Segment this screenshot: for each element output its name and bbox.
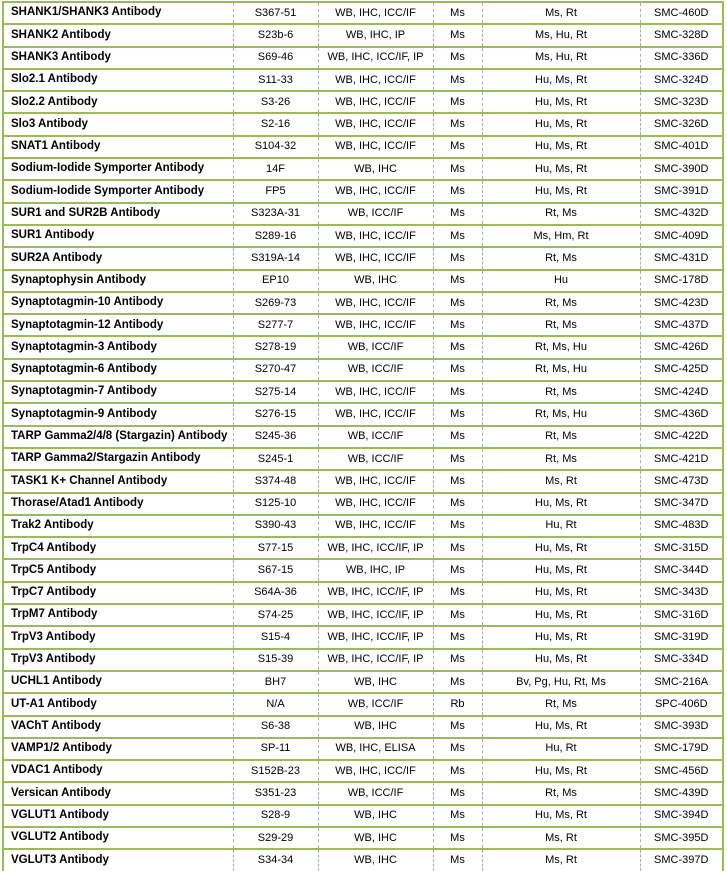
antibody-table-body <box>3 2 723 871</box>
table-row <box>3 805 723 827</box>
host-species-cell: Ms <box>433 760 482 782</box>
antibody-name-cell: TARP Gamma2/Stargazin Antibody <box>3 448 233 470</box>
table-row <box>3 136 723 158</box>
table-row <box>3 225 723 247</box>
host-species-cell: Ms <box>433 2 482 24</box>
clone-cell: S11-33 <box>233 69 318 91</box>
antibody-name-cell: UCHL1 Antibody <box>3 671 233 693</box>
clone-cell: S104-32 <box>233 136 318 158</box>
table-row <box>3 314 723 336</box>
table-row <box>3 760 723 782</box>
catalog-number-cell: SMC-409D <box>640 225 723 247</box>
catalog-number-cell: SMC-336D <box>640 47 723 69</box>
catalog-number-cell: SMC-393D <box>640 716 723 738</box>
antibody-name-cell: VGLUT3 Antibody <box>3 849 233 871</box>
table-row <box>3 649 723 671</box>
table-row <box>3 2 723 24</box>
applications-cell: WB, IHC, ICC/IF <box>318 247 433 269</box>
table-row <box>3 113 723 135</box>
applications-cell: WB, IHC, ICC/IF, IP <box>318 582 433 604</box>
antibody-name-cell: SHANK1/SHANK3 Antibody <box>3 2 233 24</box>
catalog-number-cell: SMC-456D <box>640 760 723 782</box>
host-species-cell: Ms <box>433 69 482 91</box>
catalog-number-cell: SMC-401D <box>640 136 723 158</box>
host-species-cell: Ms <box>433 47 482 69</box>
catalog-number-cell: SMC-425D <box>640 359 723 381</box>
reactivity-cell: Hu, Ms, Rt <box>482 136 640 158</box>
clone-cell: S270-47 <box>233 359 318 381</box>
host-species-cell: Ms <box>433 136 482 158</box>
reactivity-cell: Ms, Rt <box>482 2 640 24</box>
clone-cell: S276-15 <box>233 403 318 425</box>
antibody-name-cell: TrpC7 Antibody <box>3 582 233 604</box>
clone-cell: S367-51 <box>233 2 318 24</box>
antibody-name-cell: SNAT1 Antibody <box>3 136 233 158</box>
applications-cell: WB, IHC, ICC/IF <box>318 113 433 135</box>
clone-cell: S69-46 <box>233 47 318 69</box>
antibody-name-cell: Synaptotagmin-6 Antibody <box>3 359 233 381</box>
clone-cell: N/A <box>233 693 318 715</box>
table-row <box>3 47 723 69</box>
reactivity-cell: Rt, Ms <box>482 381 640 403</box>
antibody-name-cell: TrpC4 Antibody <box>3 537 233 559</box>
host-species-cell: Ms <box>433 270 482 292</box>
applications-cell: WB, IHC, ICC/IF, IP <box>318 604 433 626</box>
host-species-cell: Ms <box>433 515 482 537</box>
table-row <box>3 626 723 648</box>
table-row <box>3 403 723 425</box>
table-row <box>3 604 723 626</box>
applications-cell: WB, IHC <box>318 849 433 871</box>
applications-cell: WB, IHC, ICC/IF <box>318 180 433 202</box>
host-species-cell: Rb <box>433 693 482 715</box>
antibody-name-cell: Synaptophysin Antibody <box>3 270 233 292</box>
reactivity-cell: Rt, Ms, Hu <box>482 359 640 381</box>
clone-cell: S28-9 <box>233 805 318 827</box>
host-species-cell: Ms <box>433 247 482 269</box>
catalog-number-cell: SMC-424D <box>640 381 723 403</box>
applications-cell: WB, ICC/IF <box>318 448 433 470</box>
catalog-number-cell: SPC-406D <box>640 693 723 715</box>
applications-cell: WB, IHC, ICC/IF <box>318 760 433 782</box>
clone-cell: S152B-23 <box>233 760 318 782</box>
applications-cell: WB, IHC, ICC/IF <box>318 314 433 336</box>
clone-cell: S74-25 <box>233 604 318 626</box>
antibody-name-cell: SUR1 Antibody <box>3 225 233 247</box>
table-row <box>3 247 723 269</box>
clone-cell: S77-15 <box>233 537 318 559</box>
table-row <box>3 470 723 492</box>
antibody-name-cell: TrpV3 Antibody <box>3 649 233 671</box>
catalog-number-cell: SMC-326D <box>640 113 723 135</box>
reactivity-cell: Hu, Ms, Rt <box>482 716 640 738</box>
host-species-cell: Ms <box>433 849 482 871</box>
host-species-cell: Ms <box>433 671 482 693</box>
catalog-number-cell: SMC-431D <box>640 247 723 269</box>
table-row <box>3 270 723 292</box>
table-row <box>3 849 723 871</box>
table-row <box>3 381 723 403</box>
host-species-cell: Ms <box>433 738 482 760</box>
applications-cell: WB, IHC, ICC/IF <box>318 381 433 403</box>
reactivity-cell: Ms, Rt <box>482 849 640 871</box>
reactivity-cell: Hu, Ms, Rt <box>482 626 640 648</box>
reactivity-cell: Ms, Hu, Rt <box>482 24 640 46</box>
applications-cell: WB, IHC <box>318 671 433 693</box>
reactivity-cell: Hu, Ms, Rt <box>482 537 640 559</box>
reactivity-cell: Hu, Ms, Rt <box>482 604 640 626</box>
reactivity-cell: Hu, Rt <box>482 515 640 537</box>
antibody-name-cell: SHANK2 Antibody <box>3 24 233 46</box>
applications-cell: WB, IHC, ICC/IF <box>318 225 433 247</box>
applications-cell: WB, IHC, ICC/IF <box>318 136 433 158</box>
applications-cell: WB, ICC/IF <box>318 336 433 358</box>
host-species-cell: Ms <box>433 113 482 135</box>
host-species-cell: Ms <box>433 180 482 202</box>
catalog-number-cell: SMC-334D <box>640 649 723 671</box>
applications-cell: WB, IHC, ICC/IF, IP <box>318 626 433 648</box>
catalog-number-cell: SMC-483D <box>640 515 723 537</box>
host-species-cell: Ms <box>433 359 482 381</box>
reactivity-cell: Rt, Ms, Hu <box>482 403 640 425</box>
catalog-number-cell: SMC-347D <box>640 493 723 515</box>
clone-cell: EP10 <box>233 270 318 292</box>
clone-cell: S374-48 <box>233 470 318 492</box>
clone-cell: S2-16 <box>233 113 318 135</box>
antibody-name-cell: Slo2.2 Antibody <box>3 91 233 113</box>
antibody-name-cell: UT-A1 Antibody <box>3 693 233 715</box>
reactivity-cell: Hu, Ms, Rt <box>482 760 640 782</box>
antibody-name-cell: TrpV3 Antibody <box>3 626 233 648</box>
applications-cell: WB, ICC/IF <box>318 203 433 225</box>
applications-cell: WB, IHC <box>318 805 433 827</box>
antibody-name-cell: VAChT Antibody <box>3 716 233 738</box>
table-row <box>3 582 723 604</box>
antibody-name-cell: SUR2A Antibody <box>3 247 233 269</box>
applications-cell: WB, IHC, ICC/IF <box>318 493 433 515</box>
applications-cell: WB, IHC, ICC/IF <box>318 91 433 113</box>
host-species-cell: Ms <box>433 827 482 849</box>
table-row <box>3 292 723 314</box>
catalog-number-cell: SMC-426D <box>640 336 723 358</box>
catalog-number-cell: SMC-423D <box>640 292 723 314</box>
catalog-number-cell: SMC-397D <box>640 849 723 871</box>
applications-cell: WB, ICC/IF <box>318 426 433 448</box>
reactivity-cell: Hu, Ms, Rt <box>482 158 640 180</box>
applications-cell: WB, IHC, ICC/IF <box>318 470 433 492</box>
antibody-name-cell: TARP Gamma2/4/8 (Stargazin) Antibody <box>3 426 233 448</box>
host-species-cell: Ms <box>433 604 482 626</box>
clone-cell: S3-26 <box>233 91 318 113</box>
reactivity-cell: Hu, Ms, Rt <box>482 180 640 202</box>
applications-cell: WB, IHC, ICC/IF <box>318 403 433 425</box>
host-species-cell: Ms <box>433 336 482 358</box>
catalog-number-cell: SMC-328D <box>640 24 723 46</box>
antibody-name-cell: TASK1 K+ Channel Antibody <box>3 470 233 492</box>
applications-cell: WB, ICC/IF <box>318 359 433 381</box>
applications-cell: WB, IHC, IP <box>318 24 433 46</box>
host-species-cell: Ms <box>433 91 482 113</box>
table-row <box>3 203 723 225</box>
catalog-number-cell: SMC-324D <box>640 69 723 91</box>
catalog-number-cell: SMC-316D <box>640 604 723 626</box>
reactivity-cell: Rt, Ms <box>482 247 640 269</box>
clone-cell: S278-19 <box>233 336 318 358</box>
table-row <box>3 738 723 760</box>
clone-cell: S277-7 <box>233 314 318 336</box>
table-row <box>3 336 723 358</box>
host-species-cell: Ms <box>433 448 482 470</box>
catalog-number-cell: SMC-460D <box>640 2 723 24</box>
table-row <box>3 448 723 470</box>
catalog-number-cell: SMC-437D <box>640 314 723 336</box>
reactivity-cell: Rt, Ms <box>482 426 640 448</box>
table-row <box>3 827 723 849</box>
catalog-number-cell: SMC-439D <box>640 782 723 804</box>
table-row <box>3 693 723 715</box>
reactivity-cell: Rt, Ms <box>482 782 640 804</box>
catalog-number-cell: SMC-432D <box>640 203 723 225</box>
clone-cell: S390-43 <box>233 515 318 537</box>
clone-cell: S125-10 <box>233 493 318 515</box>
antibody-name-cell: Synaptotagmin-3 Antibody <box>3 336 233 358</box>
antibody-name-cell: Versican Antibody <box>3 782 233 804</box>
antibody-name-cell: Synaptotagmin-12 Antibody <box>3 314 233 336</box>
reactivity-cell: Rt, Ms <box>482 693 640 715</box>
applications-cell: WB, IHC <box>318 716 433 738</box>
host-species-cell: Ms <box>433 426 482 448</box>
antibody-name-cell: Thorase/Atad1 Antibody <box>3 493 233 515</box>
table-row <box>3 671 723 693</box>
clone-cell: S319A-14 <box>233 247 318 269</box>
catalog-number-cell: SMC-395D <box>640 827 723 849</box>
reactivity-cell: Hu, Ms, Rt <box>482 559 640 581</box>
catalog-number-cell: SMC-390D <box>640 158 723 180</box>
catalog-number-cell: SMC-216A <box>640 671 723 693</box>
host-species-cell: Ms <box>433 225 482 247</box>
clone-cell: SP-11 <box>233 738 318 760</box>
host-species-cell: Ms <box>433 626 482 648</box>
table-row <box>3 493 723 515</box>
table-row <box>3 359 723 381</box>
applications-cell: WB, IHC, ICC/IF <box>318 2 433 24</box>
antibody-name-cell: Synaptotagmin-10 Antibody <box>3 292 233 314</box>
clone-cell: S23b-6 <box>233 24 318 46</box>
table-row <box>3 158 723 180</box>
applications-cell: WB, IHC, ICC/IF, IP <box>318 47 433 69</box>
antibody-name-cell: Synaptotagmin-9 Antibody <box>3 403 233 425</box>
table-row <box>3 91 723 113</box>
antibody-name-cell: TrpC5 Antibody <box>3 559 233 581</box>
reactivity-cell: Bv, Pg, Hu, Rt, Ms <box>482 671 640 693</box>
table-row <box>3 716 723 738</box>
host-species-cell: Ms <box>433 559 482 581</box>
clone-cell: S15-39 <box>233 649 318 671</box>
antibody-name-cell: Slo2.1 Antibody <box>3 69 233 91</box>
antibody-name-cell: Sodium-Iodide Symporter Antibody <box>3 158 233 180</box>
reactivity-cell: Hu, Ms, Rt <box>482 493 640 515</box>
reactivity-cell: Rt, Ms, Hu <box>482 336 640 358</box>
table-row <box>3 782 723 804</box>
table-row <box>3 515 723 537</box>
reactivity-cell: Rt, Ms <box>482 203 640 225</box>
applications-cell: WB, ICC/IF <box>318 782 433 804</box>
host-species-cell: Ms <box>433 805 482 827</box>
reactivity-cell: Hu, Ms, Rt <box>482 69 640 91</box>
host-species-cell: Ms <box>433 782 482 804</box>
reactivity-cell: Ms, Hu, Rt <box>482 47 640 69</box>
host-species-cell: Ms <box>433 314 482 336</box>
antibody-name-cell: Sodium-Iodide Symporter Antibody <box>3 180 233 202</box>
host-species-cell: Ms <box>433 292 482 314</box>
clone-cell: S67-15 <box>233 559 318 581</box>
reactivity-cell: Rt, Ms <box>482 292 640 314</box>
clone-cell: S269-73 <box>233 292 318 314</box>
catalog-number-cell: SMC-319D <box>640 626 723 648</box>
table-row <box>3 426 723 448</box>
table-row <box>3 537 723 559</box>
antibody-name-cell: TrpM7 Antibody <box>3 604 233 626</box>
antibody-name-cell: VAMP1/2 Antibody <box>3 738 233 760</box>
reactivity-cell: Ms, Rt <box>482 827 640 849</box>
clone-cell: 14F <box>233 158 318 180</box>
applications-cell: WB, IHC, IP <box>318 559 433 581</box>
applications-cell: WB, IHC, ICC/IF <box>318 69 433 91</box>
table-row <box>3 69 723 91</box>
host-species-cell: Ms <box>433 582 482 604</box>
clone-cell: S289-16 <box>233 225 318 247</box>
host-species-cell: Ms <box>433 649 482 671</box>
host-species-cell: Ms <box>433 537 482 559</box>
applications-cell: WB, ICC/IF <box>318 693 433 715</box>
catalog-number-cell: SMC-391D <box>640 180 723 202</box>
clone-cell: FP5 <box>233 180 318 202</box>
antibody-name-cell: SUR1 and SUR2B Antibody <box>3 203 233 225</box>
reactivity-cell: Ms, Rt <box>482 470 640 492</box>
antibody-name-cell: Slo3 Antibody <box>3 113 233 135</box>
catalog-number-cell: SMC-323D <box>640 91 723 113</box>
clone-cell: S245-36 <box>233 426 318 448</box>
table-row <box>3 180 723 202</box>
applications-cell: WB, IHC <box>318 270 433 292</box>
reactivity-cell: Hu, Ms, Rt <box>482 649 640 671</box>
applications-cell: WB, IHC, ICC/IF, IP <box>318 649 433 671</box>
clone-cell: S15-4 <box>233 626 318 648</box>
applications-cell: WB, IHC, ICC/IF <box>318 515 433 537</box>
catalog-number-cell: SMC-421D <box>640 448 723 470</box>
antibody-catalog-table <box>2 1 724 871</box>
table-row <box>3 24 723 46</box>
host-species-cell: Ms <box>433 493 482 515</box>
antibody-name-cell: VDAC1 Antibody <box>3 760 233 782</box>
reactivity-cell: Hu, Rt <box>482 738 640 760</box>
clone-cell: S29-29 <box>233 827 318 849</box>
antibody-name-cell: VGLUT1 Antibody <box>3 805 233 827</box>
clone-cell: S6-38 <box>233 716 318 738</box>
host-species-cell: Ms <box>433 716 482 738</box>
reactivity-cell: Hu <box>482 270 640 292</box>
clone-cell: S275-14 <box>233 381 318 403</box>
host-species-cell: Ms <box>433 381 482 403</box>
reactivity-cell: Hu, Ms, Rt <box>482 113 640 135</box>
reactivity-cell: Ms, Hm, Rt <box>482 225 640 247</box>
host-species-cell: Ms <box>433 24 482 46</box>
clone-cell: S245-1 <box>233 448 318 470</box>
catalog-number-cell: SMC-178D <box>640 270 723 292</box>
catalog-number-cell: SMC-422D <box>640 426 723 448</box>
catalog-number-cell: SMC-394D <box>640 805 723 827</box>
applications-cell: WB, IHC <box>318 158 433 180</box>
host-species-cell: Ms <box>433 403 482 425</box>
antibody-name-cell: Synaptotagmin-7 Antibody <box>3 381 233 403</box>
clone-cell: S64A-36 <box>233 582 318 604</box>
catalog-number-cell: SMC-473D <box>640 470 723 492</box>
reactivity-cell: Rt, Ms <box>482 448 640 470</box>
catalog-number-cell: SMC-315D <box>640 537 723 559</box>
antibody-name-cell: Trak2 Antibody <box>3 515 233 537</box>
clone-cell: S351-23 <box>233 782 318 804</box>
applications-cell: WB, IHC, ELISA <box>318 738 433 760</box>
reactivity-cell: Rt, Ms <box>482 314 640 336</box>
catalog-number-cell: SMC-344D <box>640 559 723 581</box>
catalog-number-cell: SMC-436D <box>640 403 723 425</box>
applications-cell: WB, IHC <box>318 827 433 849</box>
reactivity-cell: Hu, Ms, Rt <box>482 805 640 827</box>
clone-cell: S34-34 <box>233 849 318 871</box>
host-species-cell: Ms <box>433 158 482 180</box>
antibody-name-cell: SHANK3 Antibody <box>3 47 233 69</box>
reactivity-cell: Hu, Ms, Rt <box>482 582 640 604</box>
catalog-number-cell: SMC-343D <box>640 582 723 604</box>
applications-cell: WB, IHC, ICC/IF, IP <box>318 537 433 559</box>
host-species-cell: Ms <box>433 203 482 225</box>
clone-cell: BH7 <box>233 671 318 693</box>
applications-cell: WB, IHC, ICC/IF <box>318 292 433 314</box>
table-row <box>3 559 723 581</box>
catalog-number-cell: SMC-179D <box>640 738 723 760</box>
clone-cell: S323A-31 <box>233 203 318 225</box>
host-species-cell: Ms <box>433 470 482 492</box>
reactivity-cell: Hu, Ms, Rt <box>482 91 640 113</box>
antibody-name-cell: VGLUT2 Antibody <box>3 827 233 849</box>
